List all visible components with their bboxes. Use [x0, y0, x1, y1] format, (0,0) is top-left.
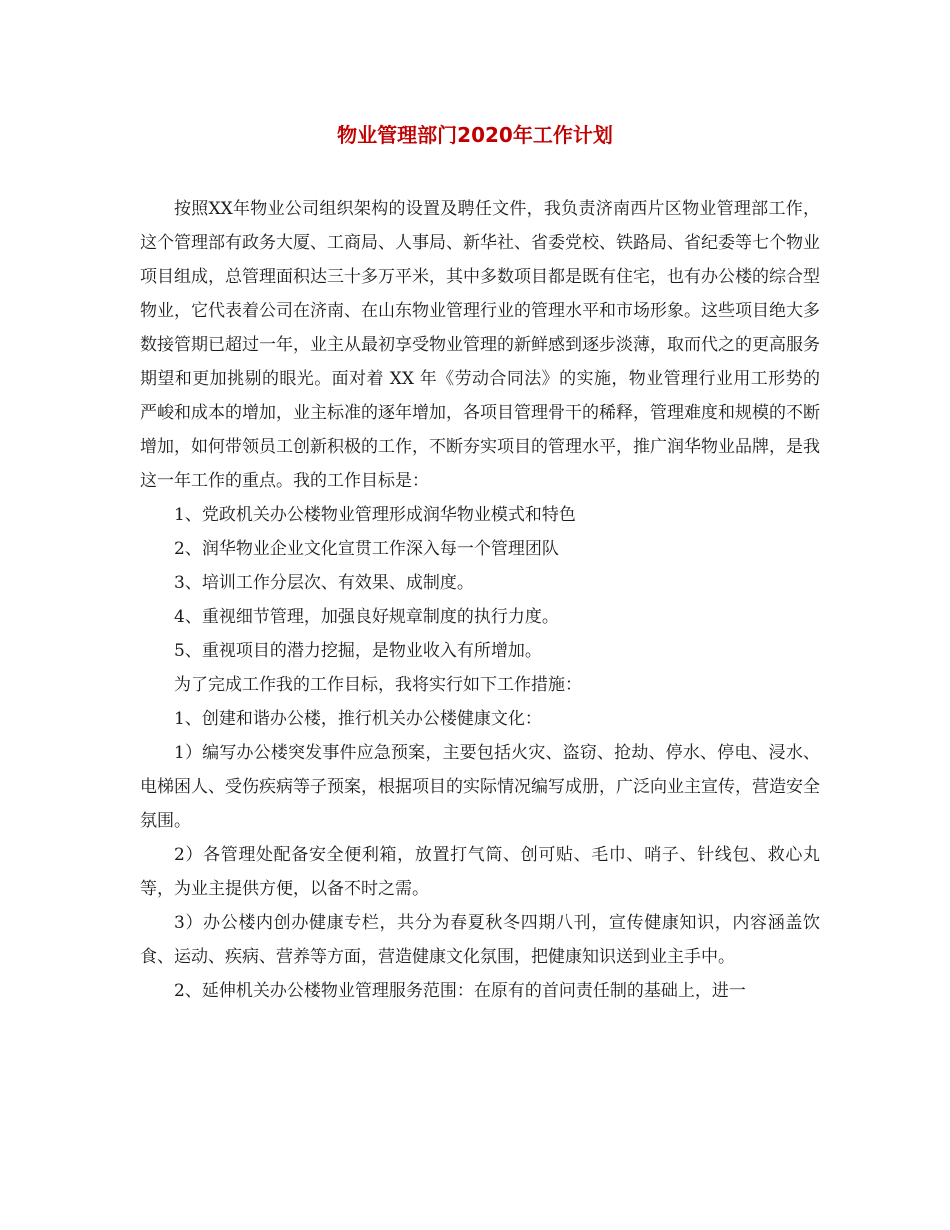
- paragraph-measure-1: 1、创建和谐办公楼，推行机关办公楼健康文化：: [174, 709, 542, 729]
- document-body: [140, 192, 820, 1008]
- paragraph-goal-4: 4、重视细节管理，加强良好规章制度的执行力度。: [174, 607, 559, 627]
- paragraph-intro: 按照XX年物业公司组织架构的设置及聘任文件，我负责济南西片区物业管理部工作，这个管理部有政务大厦、工商局、人事局、新华社、省委党校、铁路局、省纪委等七个物业项目组成，总管理面积达三十多万平米，其中多数项目都是既有住宅，也有办公楼的综合型物业，它代表着公司在济南、在山东物业管理行业的管理水平和市场形象。这些项目绝大多数接管期已超过一年，业主从最初享受物业管理的新鲜感到逐步淡薄，取而代之的更高服务期望和更加挑剔的眼光。面对着 XX 年《劳动合同法》的实施，物业管理行业用工形势的严峻和成本的增加，业主标准的逐年增加，各项目管理骨干的稀释，管理难度和规模的不断增加，如何带领员工创新积极的工作，不断夯实项目的管理水平，推广润华物业品牌，是我这一年工作的重点。我的工作目标是：: [140, 199, 820, 491]
- document-title: 物业管理部门2020年工作计划: [337, 123, 613, 147]
- paragraph-measure-1-2: 2）各管理处配备安全便利箱，放置打气筒、创可贴、毛巾、哨子、针线包、救心丸等，为业主提供方便，以备不时之需。: [140, 845, 820, 899]
- paragraph-measure-2: 2、延伸机关办公楼物业管理服务范围：在原有的首问责任制的基础上，进一: [174, 981, 746, 1001]
- paragraph-goal-2: 2、润华物业企业文化宣贯工作深入每一个管理团队: [174, 539, 559, 559]
- paragraph-goal-1: 1、党政机关办公楼物业管理形成润华物业模式和特色: [174, 505, 576, 525]
- paragraph-goal-5: 5、重视项目的潜力挖掘，是物业收入有所增加。: [174, 641, 542, 661]
- paragraph-measures-intro: 为了完成工作我的工作目标，我将实行如下工作措施：: [174, 675, 582, 695]
- paragraph-goal-3: 3、培训工作分层次、有效果、成制度。: [174, 573, 474, 593]
- paragraph-measure-1-3: 3）办公楼内创办健康专栏，共分为春夏秋冬四期八刊，宣传健康知识，内容涵盖饮食、运动、疾病、营养等方面，营造健康文化氛围，把健康知识送到业主手中。: [140, 913, 820, 967]
- paragraph-measure-1-1: 1）编写办公楼突发事件应急预案，主要包括火灾、盗窃、抢劫、停水、停电、浸水、电梯困人、受伤疾病等子预案，根据项目的实际情况编写成册，广泛向业主宣传，营造安全氛围。: [140, 743, 820, 831]
